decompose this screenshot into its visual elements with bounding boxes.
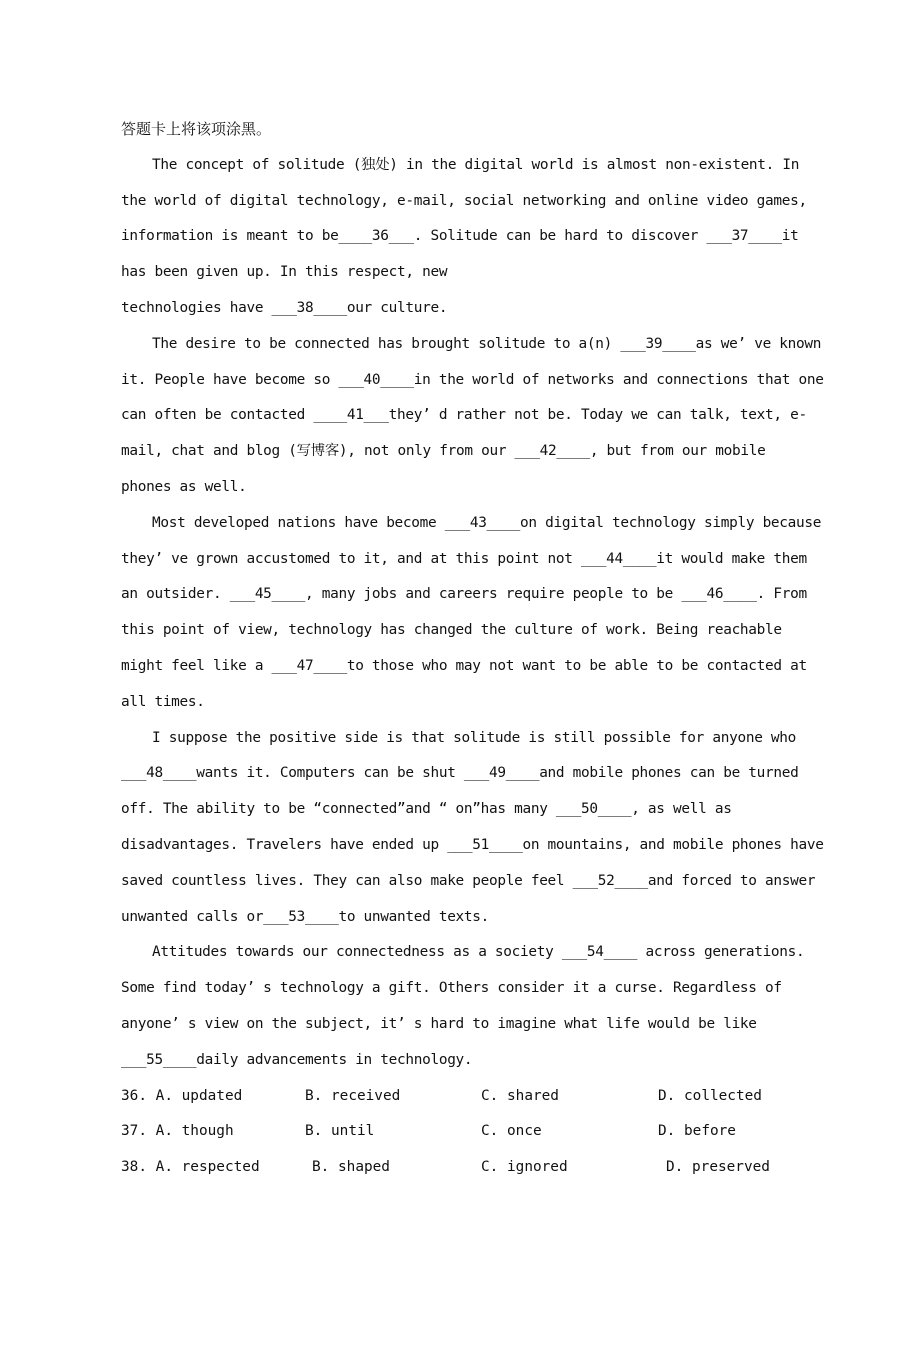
option-a: 38. A. respected (121, 1159, 260, 1176)
option-row-38 (121, 1150, 801, 1186)
text-line: saved countless lives. They can also make people feel ___52____and forced to answer (121, 872, 816, 889)
text-line: I suppose the positive side is that solitude is still possible for anyone who (152, 729, 797, 746)
option-d: D. collected (658, 1087, 762, 1104)
text-line: disadvantages. Travelers have ended up ___51____on mountains, and mobile phones have (121, 836, 824, 853)
text-line: anyone’ s view on the subject, it’ s hard to imagine what life would be like (121, 1015, 757, 1032)
text-line: information is meant to be____36___. Solitude can be hard to discover ___37____it (121, 228, 799, 245)
text-line: The concept of solitude (独处) in the digital world is almost non-existent. In (152, 156, 800, 173)
paragraph-4 (121, 721, 824, 936)
option-b: B. until (305, 1123, 375, 1140)
option-c: C. shared (481, 1087, 559, 1104)
text-line: an outsider. ___45____, many jobs and careers require people to be ___46____. From (121, 586, 807, 603)
text-line: technologies have ___38____our culture. (121, 299, 448, 316)
text-line: all times. (121, 693, 205, 710)
text-line: mail, chat and blog (写博客), not only from our ___42____, but from our mobile (121, 443, 766, 460)
paragraph-2 (121, 327, 824, 506)
paragraph-3 (121, 506, 822, 721)
text-line: Attitudes towards our connectedness as a society ___54____ across generations. (152, 944, 805, 961)
text-line: unwanted calls or___53____to unwanted texts. (121, 908, 490, 925)
text-line: it. People have become so ___40____in the world of networks and connections that one (121, 371, 824, 388)
text-line: Some find today’ s technology a gift. Others consider it a curse. Regardless of (121, 980, 782, 997)
option-a: 36. A. updated (121, 1087, 243, 1104)
option-c: C. ignored (481, 1159, 568, 1176)
paragraph-5 (121, 935, 805, 1078)
answer-options (121, 1079, 801, 1186)
text-line: this point of view, technology has changed the culture of work. Being reachable (121, 622, 782, 639)
text-line: ___48____wants it. Computers can be shut ___49____and mobile phones can be turned (121, 765, 799, 782)
option-d: D. preserved (666, 1159, 770, 1176)
text-line: they’ ve grown accustomed to it, and at this point not ___44____it would make them (121, 550, 807, 567)
exam-page (121, 112, 824, 1186)
option-c: C. once (481, 1123, 542, 1140)
text-line: Most developed nations have become ___43____on digital technology simply because (152, 514, 822, 531)
option-row-36 (121, 1079, 801, 1115)
paragraph-1 (121, 148, 807, 327)
instruction-text: 答题卡上将该项涂黑。 (121, 120, 272, 138)
text-line: off. The ability to be “connected”and “ on”has many ___50____, as well as (121, 801, 732, 818)
text-line: might feel like a ___47____to those who may not want to be able to be contacted at (121, 657, 807, 674)
option-row-37 (121, 1114, 801, 1150)
text-line: can often be contacted ____41___they’ d rather not be. Today we can talk, text, e- (121, 407, 807, 424)
text-line: ___55____daily advancements in technology. (121, 1051, 473, 1068)
text-line: has been given up. In this respect, new (121, 264, 448, 281)
option-a: 37. A. though (121, 1123, 234, 1140)
text-line: the world of digital technology, e-mail, social networking and online video games, (121, 192, 807, 209)
option-b: B. received (305, 1087, 401, 1104)
option-d: D. before (658, 1123, 736, 1140)
text-line: phones as well. (121, 478, 247, 495)
option-b: B. shaped (312, 1159, 390, 1176)
text-line: The desire to be connected has brought solitude to a(n) ___39____as we’ ve known (152, 335, 822, 352)
